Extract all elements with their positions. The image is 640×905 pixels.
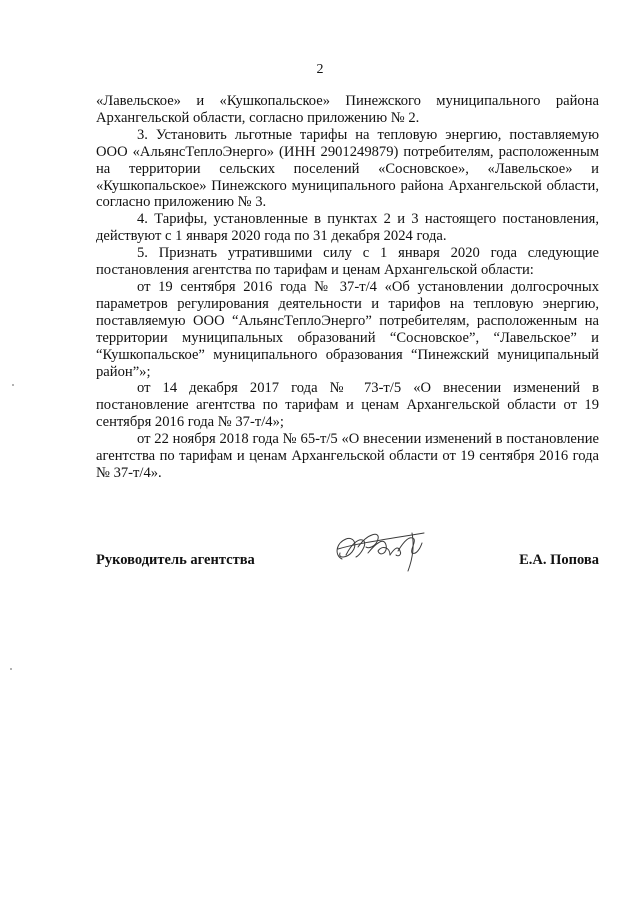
repealed-act-3: от 22 ноября 2018 года № 65-т/5 «О внесении изменений в постановление агентства по тарифам и ценам Архангельской области от 19 сентября 2016 года № 37-т/4».: [96, 431, 599, 481]
signatory-title: Руководитель агентства: [96, 552, 255, 568]
repealed-act-1: от 19 сентября 2016 года № 37-т/4 «Об установлении долгосрочных параметров регулирования деятельности и тарифов на тепловую энергию, поставляемую ООО “АльянсТеплоЭнерго” потребителям, расположенным на территории муниципальных образований “Сосновское”, “Лавельское” и “Кушкопальское” муниципального образования “Пинежский муниципальный район”»;: [96, 278, 599, 380]
signature-block: [96, 552, 599, 592]
scan-speck: [10, 668, 12, 670]
document-body: [96, 93, 599, 482]
paragraph-item-4: 4. Тарифы, установленные в пунктах 2 и 3 настоящего постановления, действуют с 1 января 2020 года по 31 декабря 2024 года.: [96, 211, 599, 245]
paragraph-item-5: 5. Признать утратившими силу с 1 января 2020 года следующие постановления агентства по тарифам и ценам Архангельской области:: [96, 245, 599, 279]
scan-speck: [12, 384, 14, 386]
repealed-act-2: от 14 декабря 2017 года № 73-т/5 «О внесении изменений в постановление агентства по тарифам и ценам Архангельской области от 19 сентября 2016 года № 37-т/4»;: [96, 380, 599, 431]
handwritten-signature: [328, 525, 432, 573]
page-number: 2: [316, 62, 324, 77]
paragraph-item-3: 3. Установить льготные тарифы на тепловую энергию, поставляемую ООО «АльянсТеплоЭнерго» (ИНН 2901249879) потребителям, расположенным на территории сельских поселений «Сосновское», «Лавельское» и «Кушкопальское» Пинежского муниципального района Архангельской области, согласно приложению № 3.: [96, 126, 599, 211]
paragraph-continuation: «Лавельское» и «Кушкопальское» Пинежского муниципального района Архангельской области, согласно приложению № 2.: [96, 93, 599, 126]
signatory-name: Е.А. Попова: [519, 552, 599, 568]
